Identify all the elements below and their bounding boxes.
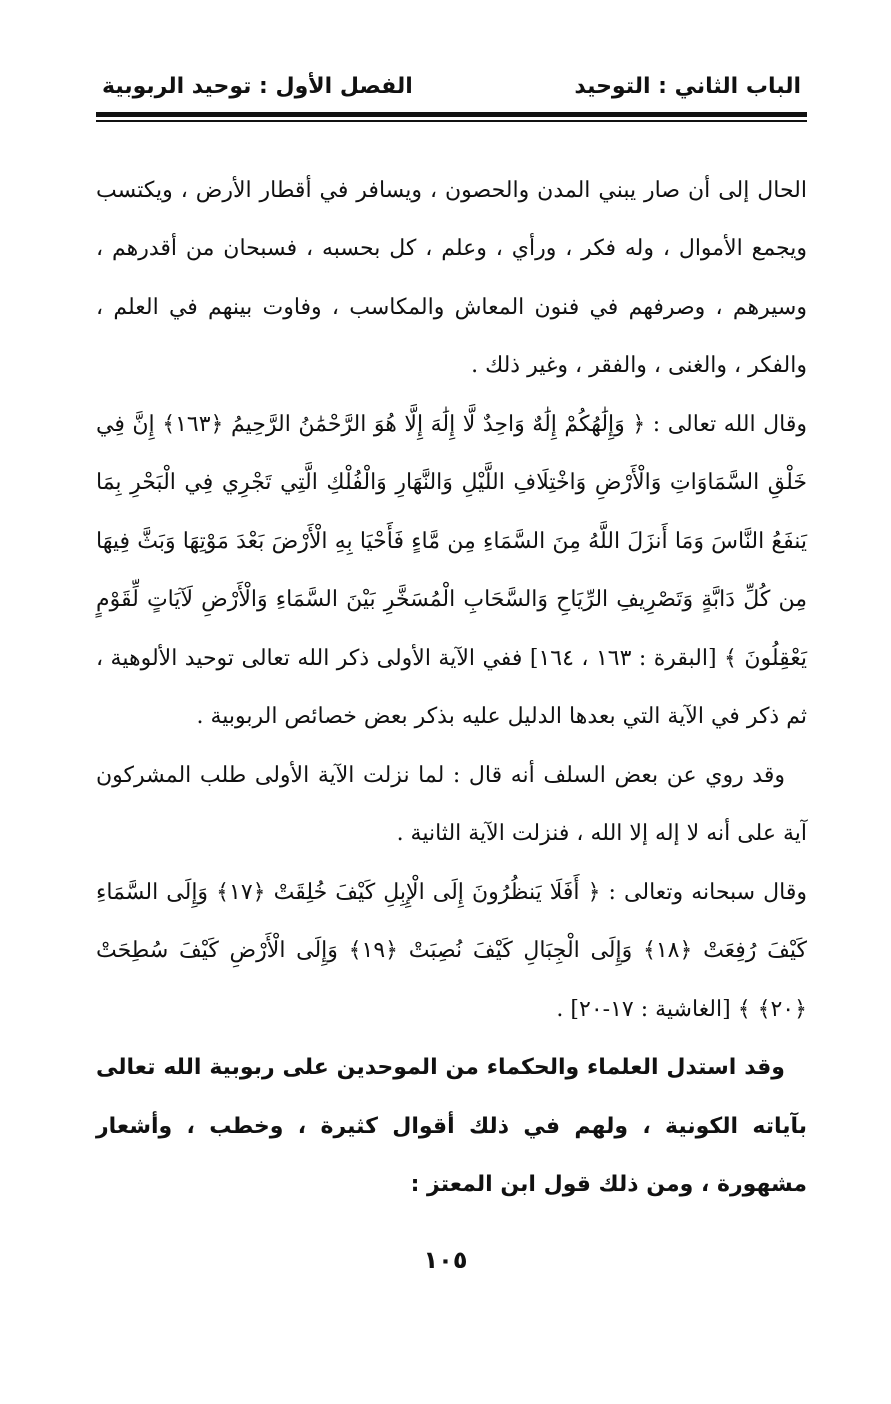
paragraph-3: وقد روي عن بعض السلف أنه قال : لما نزلت الآية الأولى طلب المشركون آية على أنه لا إله إلا الله ، فنزلت الآية الثانية .	[96, 762, 807, 846]
header-rule-thick	[96, 112, 807, 117]
paragraph-2-quran-baqarah: وقال الله تعالى : ﴿ وَإِلَٰهُكُمْ إِلَٰهٌ وَاحِدٌ لَّا إِلَٰهَ إِلَّا هُوَ الرَّحْمَٰنُ الرَّحِيمُ ﴿١٦٣﴾ إِنَّ فِي خَلْقِ السَّمَاوَاتِ وَالْأَرْضِ وَاخْتِلَافِ اللَّيْلِ وَالنَّهَارِ وَالْفُلْكِ الَّتِي تَجْرِي فِي الْبَحْرِ بِمَا يَنفَعُ النَّاسَ وَمَا أَنزَلَ اللَّهُ مِنَ السَّمَاءِ مِن مَّاءٍ فَأَحْيَا بِهِ الْأَرْضَ بَعْدَ مَوْتِهَا وَبَثَّ فِيهَا مِن كُلِّ دَابَّةٍ وَتَصْرِيفِ الرِّيَاحِ وَالسَّحَابِ الْمُسَخَّرِ بَيْنَ السَّمَاءِ وَالْأَرْضِ لَآيَاتٍ لِّقَوْمٍ يَعْقِلُونَ ﴾ [البقرة : ١٦٣ ، ١٦٤] ففي الآية الأولى ذكر الله تعالى توحيد الألوهية ، ثم ذكر في الآية التي بعدها الدليل عليه بذكر بعض خصائص الربوبية .	[96, 411, 808, 729]
page-body	[96, 162, 807, 1215]
paragraph-5: وقد استدل العلماء والحكماء من الموحدين على ربوبية الله تعالى بآياته الكونية ، ولهم في ذلك أقوال كثيرة ، وخطب ، وأشعار مشهورة ، ومن ذلك قول ابن المعتز :	[96, 1055, 807, 1197]
header-rule-thin	[96, 120, 807, 122]
running-header	[96, 72, 807, 110]
paragraph-4-quran-ghashiyah: وقال سبحانه وتعالى : ﴿ أَفَلَا يَنظُرُونَ إِلَى الْإِبِلِ كَيْفَ خُلِقَتْ ﴿١٧﴾ وَإِلَى السَّمَاءِ كَيْفَ رُفِعَتْ ﴿١٨﴾ وَإِلَى الْجِبَالِ كَيْفَ نُصِبَتْ ﴿١٩﴾ وَإِلَى الْأَرْضِ كَيْفَ سُطِحَتْ ﴿٢٠﴾ ﴾ [الغاشية : ١٧-٢٠] .	[96, 879, 808, 1022]
header-section-title: الفصل الأول : توحيد الربوبية	[102, 74, 413, 99]
header-chapter-title: الباب الثاني : التوحيد	[574, 74, 801, 99]
page-number: ١٠٥	[423, 1246, 468, 1274]
paragraph-1: الحال إلى أن صار يبني المدن والحصون ، ويسافر في أقطار الأرض ، ويكتسب ويجمع الأموال ، وله فكر ، ورأي ، وعلم ، كل بحسبه ، فسبحان من أقدرهم ، وسيرهم ، وصرفهم في فنون المعاش والمكاسب ، وفاوت بينهم في العلم ، والفكر ، والغنى ، والفقر ، وغير ذلك .	[96, 177, 807, 378]
